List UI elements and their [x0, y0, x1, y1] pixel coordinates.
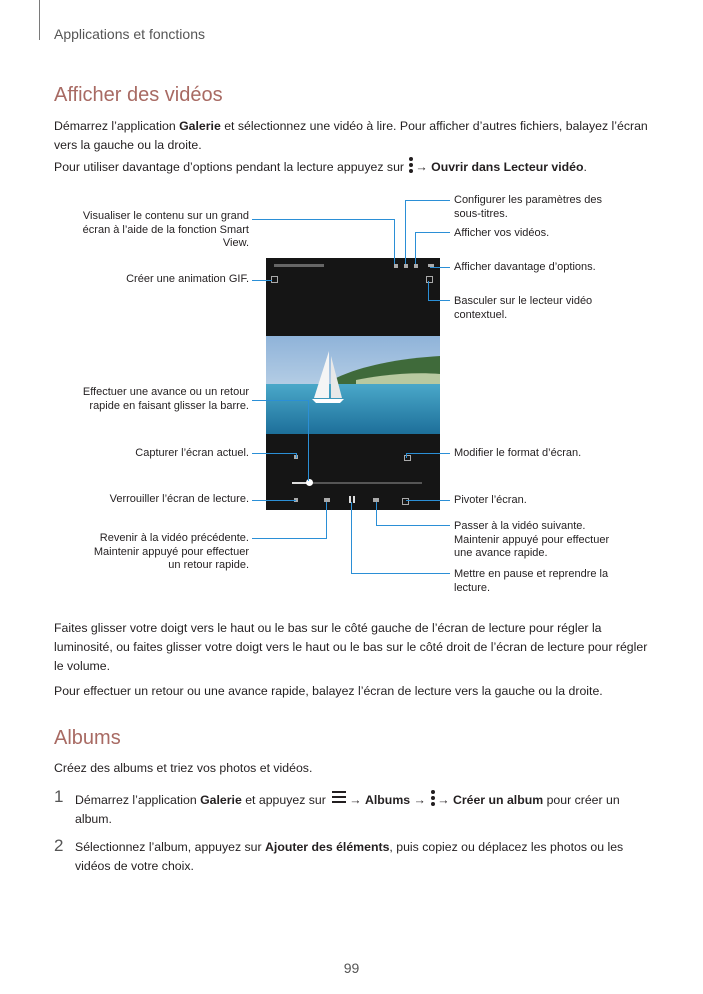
- videos-icon[interactable]: [414, 264, 418, 268]
- callout-line-subtitles-v: [405, 200, 406, 264]
- caption-subtitles: Configurer les paramètres des sous-titres.: [454, 194, 602, 220]
- video-frame: [266, 336, 440, 434]
- caption-previous: Revenir à la vidéo précédente. Maintenir appuyé pour effectuer un retour rapide.: [93, 532, 249, 571]
- caption-seek: Effectuer une avance ou un retour rapide en faisant glisser la barre.: [82, 386, 249, 412]
- callout-line-next: [376, 525, 450, 526]
- callout-line-lock: [252, 500, 296, 501]
- more-options-icon: [431, 790, 435, 808]
- pause-icon-bar: [353, 496, 355, 503]
- caption-smart-view: Visualiser le contenu sur un grand écran à l’aide de la fonction Smart View.: [82, 210, 249, 249]
- intro-paragraph: [54, 117, 654, 155]
- more-options-icon: [409, 157, 413, 175]
- menu-option: Ouvrir dans Lecteur vidéo: [431, 160, 584, 174]
- caption-more-options: Afficher davantage d’options.: [454, 261, 596, 273]
- app-name: Galerie: [179, 119, 221, 133]
- caption-videos: Afficher vos vidéos.: [454, 227, 550, 239]
- callout-line-seek: [252, 400, 309, 401]
- callout-line-previous-v: [326, 502, 327, 539]
- callout-line-smart-view-v: [394, 219, 395, 264]
- text: Démarrez l’application: [54, 119, 180, 133]
- callout-line-capture-v: [296, 453, 297, 458]
- caption-next: Passer à la vidéo suivante. Maintenir appuyé pour effectuer une avance rapide.: [454, 520, 610, 559]
- callout-line-more: [430, 267, 450, 268]
- sailboat-image: [266, 336, 440, 434]
- callout-line-capture: [252, 453, 297, 454]
- caption-lock: Verrouiller l’écran de lecture.: [109, 493, 249, 505]
- callout-line-videos-v: [415, 232, 416, 264]
- subtitles-icon[interactable]: [404, 264, 408, 268]
- menu-icon: [332, 791, 346, 806]
- text: .: [583, 160, 587, 174]
- callout-line-ratio-v: [406, 453, 407, 458]
- callout-line-gif: [252, 280, 272, 281]
- caption-ratio: Modifier le format d’écran.: [454, 447, 582, 459]
- callout-line-rotate: [406, 500, 450, 501]
- callout-line-popup: [428, 300, 450, 301]
- step-1-text: Démarrez l’application Galerie et appuyez sur → Albums → → Créer un album pour créer un album.: [75, 790, 675, 829]
- callout-line-pause-v: [351, 502, 352, 574]
- caption-pause: Mettre en pause et reprendre la lecture.: [454, 568, 609, 594]
- step-number: 1: [54, 787, 64, 806]
- callout-line-videos: [415, 232, 450, 233]
- text: et sélectionnez une vidéo à lire. Pour afficher d’autres fichiers, balayez l’écran: [220, 119, 648, 133]
- caption-gif: Créer une animation GIF.: [126, 273, 249, 285]
- gif-icon[interactable]: [271, 276, 278, 283]
- callout-line-next-v: [376, 502, 377, 526]
- section-title-albums: Albums: [54, 727, 121, 749]
- previous-icon[interactable]: [324, 498, 330, 502]
- step-2-text: Sélectionnez l’album, appuyez sur Ajouter des éléments, puis copiez ou déplacez les photos ou les vidéos de votre choix.: [75, 840, 624, 873]
- callout-line-subtitles: [405, 200, 450, 201]
- arrow: →: [415, 160, 432, 174]
- callout-line-popup-v: [428, 281, 429, 301]
- page-number: 99: [343, 960, 360, 976]
- options-paragraph: [54, 157, 674, 177]
- callout-line-previous: [252, 538, 327, 539]
- step-number: 2: [54, 836, 64, 855]
- caption-rotate: Pivoter l’écran.: [454, 494, 527, 506]
- gesture-paragraph: Faites glisser votre doigt vers le haut ou le bas sur le côté gauche de l’écran de lecture pour régler la luminosité, ou faites glisser votre doigt vers le haut ou le bas sur le côté droit de l’écran de lecture pour régler le volume.: [54, 621, 648, 673]
- seek-paragraph: Pour effectuer un retour ou une avance rapide, balayez l’écran de lecture vers la gauche ou la droite.: [54, 684, 603, 698]
- callout-line-smart-view: [252, 219, 395, 220]
- text: Pour utiliser davantage d’options pendant la lecture appuyez sur: [54, 160, 408, 174]
- callout-line-seek-v: [308, 400, 309, 481]
- callout-line-ratio: [406, 453, 450, 454]
- smart-view-icon[interactable]: [394, 264, 398, 268]
- video-player-screen: [266, 258, 440, 510]
- caption-capture: Capturer l’écran actuel.: [135, 447, 249, 459]
- caption-popup: Basculer sur le lecteur vidéo contextuel.: [454, 295, 593, 321]
- callout-line-pause: [351, 573, 450, 574]
- text: vers la gauche ou la droite.: [54, 138, 202, 152]
- header-rule: [39, 0, 40, 40]
- section-title: Afficher des vidéos: [54, 84, 223, 106]
- running-header: Applications et fonctions: [54, 26, 205, 42]
- albums-intro: Créez des albums et triez vos photos et vidéos.: [54, 761, 313, 775]
- video-title-bar: [274, 264, 324, 267]
